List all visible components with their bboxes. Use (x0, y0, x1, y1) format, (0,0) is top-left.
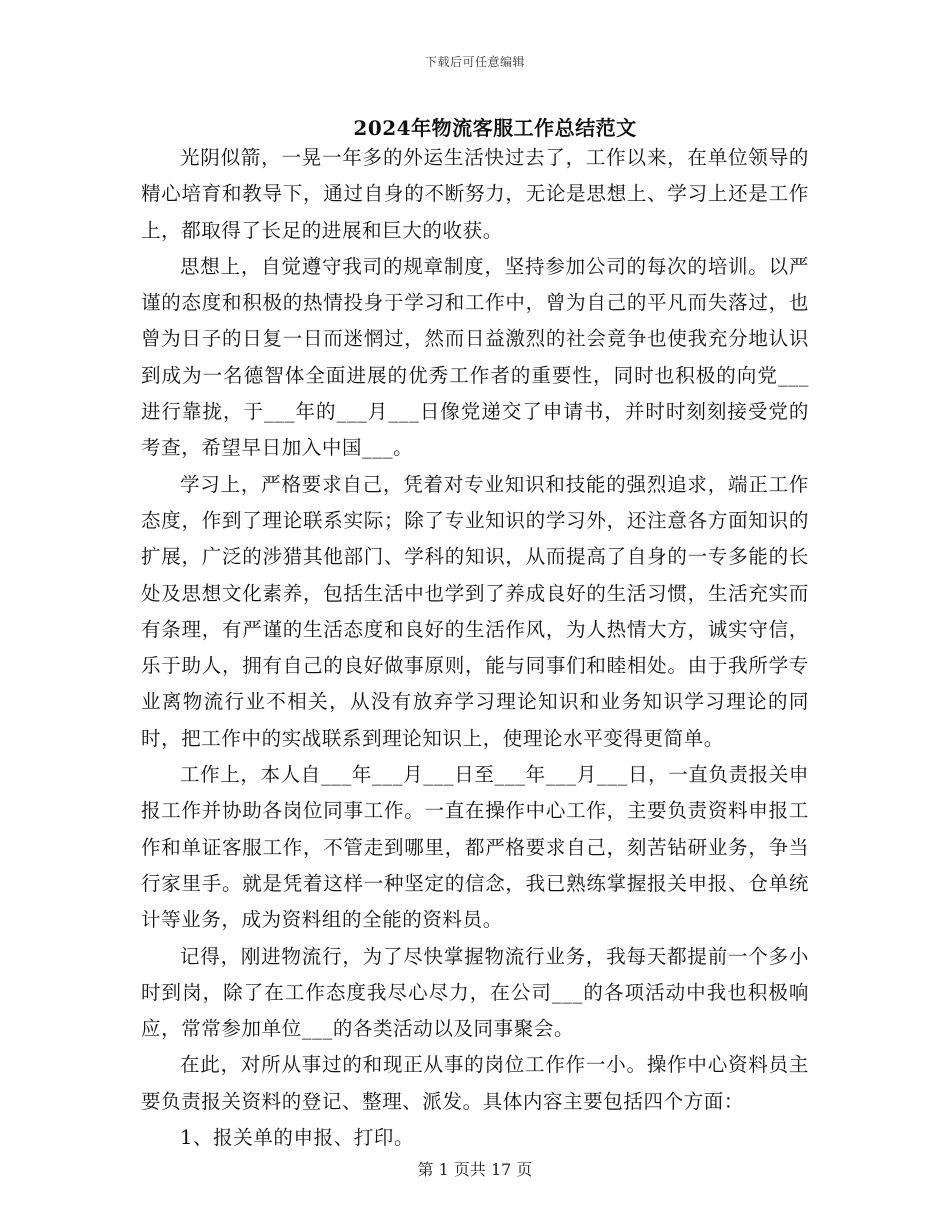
paragraph-study: 学习上，严格要求自己，凭着对专业知识和技能的强烈追求，端正工作态度，作到了理论联系实际；除了专业知识的学习外，还注意各方面知识的扩展，广泛的涉猎其他部门、学科的知识，从而提高了自身的一专多能的长处及思想文化素养，包括生活中也学到了养成良好的生活习惯，生活充实而有条理，有严谨的生活态度和良好的生活作风，为人热情大方，诚实守信，乐于助人，拥有自己的良好做事原则，能与同事们和睦相处。由于我所学专业离物流行业不相关，从没有放弃学习理论知识和业务知识学习理论的同时，把工作中的实战联系到理论知识上，使理论水平变得更简单。 (141, 472, 809, 750)
paragraph-summary: 在此，对所从事过的和现正从事的岗位工作作一小。操作中心资料员主要负责报关资料的登记、整理、派发。具体内容主要包括四个方面： (141, 1053, 809, 1113)
paragraph-intro: 光阴似箭，一晃一年多的外运生活快过去了，工作以来，在单位领导的精心培育和教导下，通过自身的不断努力，无论是思想上、学习上还是工作上，都取得了长足的进展和巨大的收获。 (141, 146, 809, 242)
paragraph-thought: 思想上，自觉遵守我司的规章制度，坚持参加公司的每次的培训。以严谨的态度和积极的热情投身于学习和工作中，曾为自己的平凡而失落过，也曾为日子的日复一日而迷惘过，然而日益激烈的社会竟争也使我充分地认识到成为一名德智体全面进展的优秀工作者的重要性，同时也积极的向党___进行靠拢，于___年的___月___日像党递交了申请书，并时时刻刻接受党的考查，希望早日加入中国___。 (141, 254, 809, 460)
page-header-note: 下载后可任意编辑 (424, 55, 525, 69)
paragraph-work: 工作上，本人自___年___月___日至___年___月___日，一直负责报关申报工作并协助各岗位同事工作。一直在操作中心工作，主要负责资料申报工作和单证客服工作，不管走到哪里，都严格要求自己，刻苦钻研业务，争当行家里手。就是凭着这样一种坚定的信念，我已熟练掌握报关申报、仓单统计等业务，成为资料组的全能的资料员。 (141, 763, 809, 932)
document-body (141, 140, 809, 1156)
document-title: 2024年物流客服工作总结范文 (353, 116, 637, 140)
paragraph-item-1: 1、报关单的申报、打印。 (180, 1126, 415, 1150)
page-number-footer: 第 1 页共 17 页 (417, 1160, 533, 1179)
paragraph-memory: 记得，刚进物流行，为了尽快掌握物流行业务，我每天都提前一个多小时到岗，除了在工作态度我尽心尽力，在公司___的各项活动中我也积极响应，常常参加单位___的各类活动以及同事聚会。 (141, 944, 809, 1041)
